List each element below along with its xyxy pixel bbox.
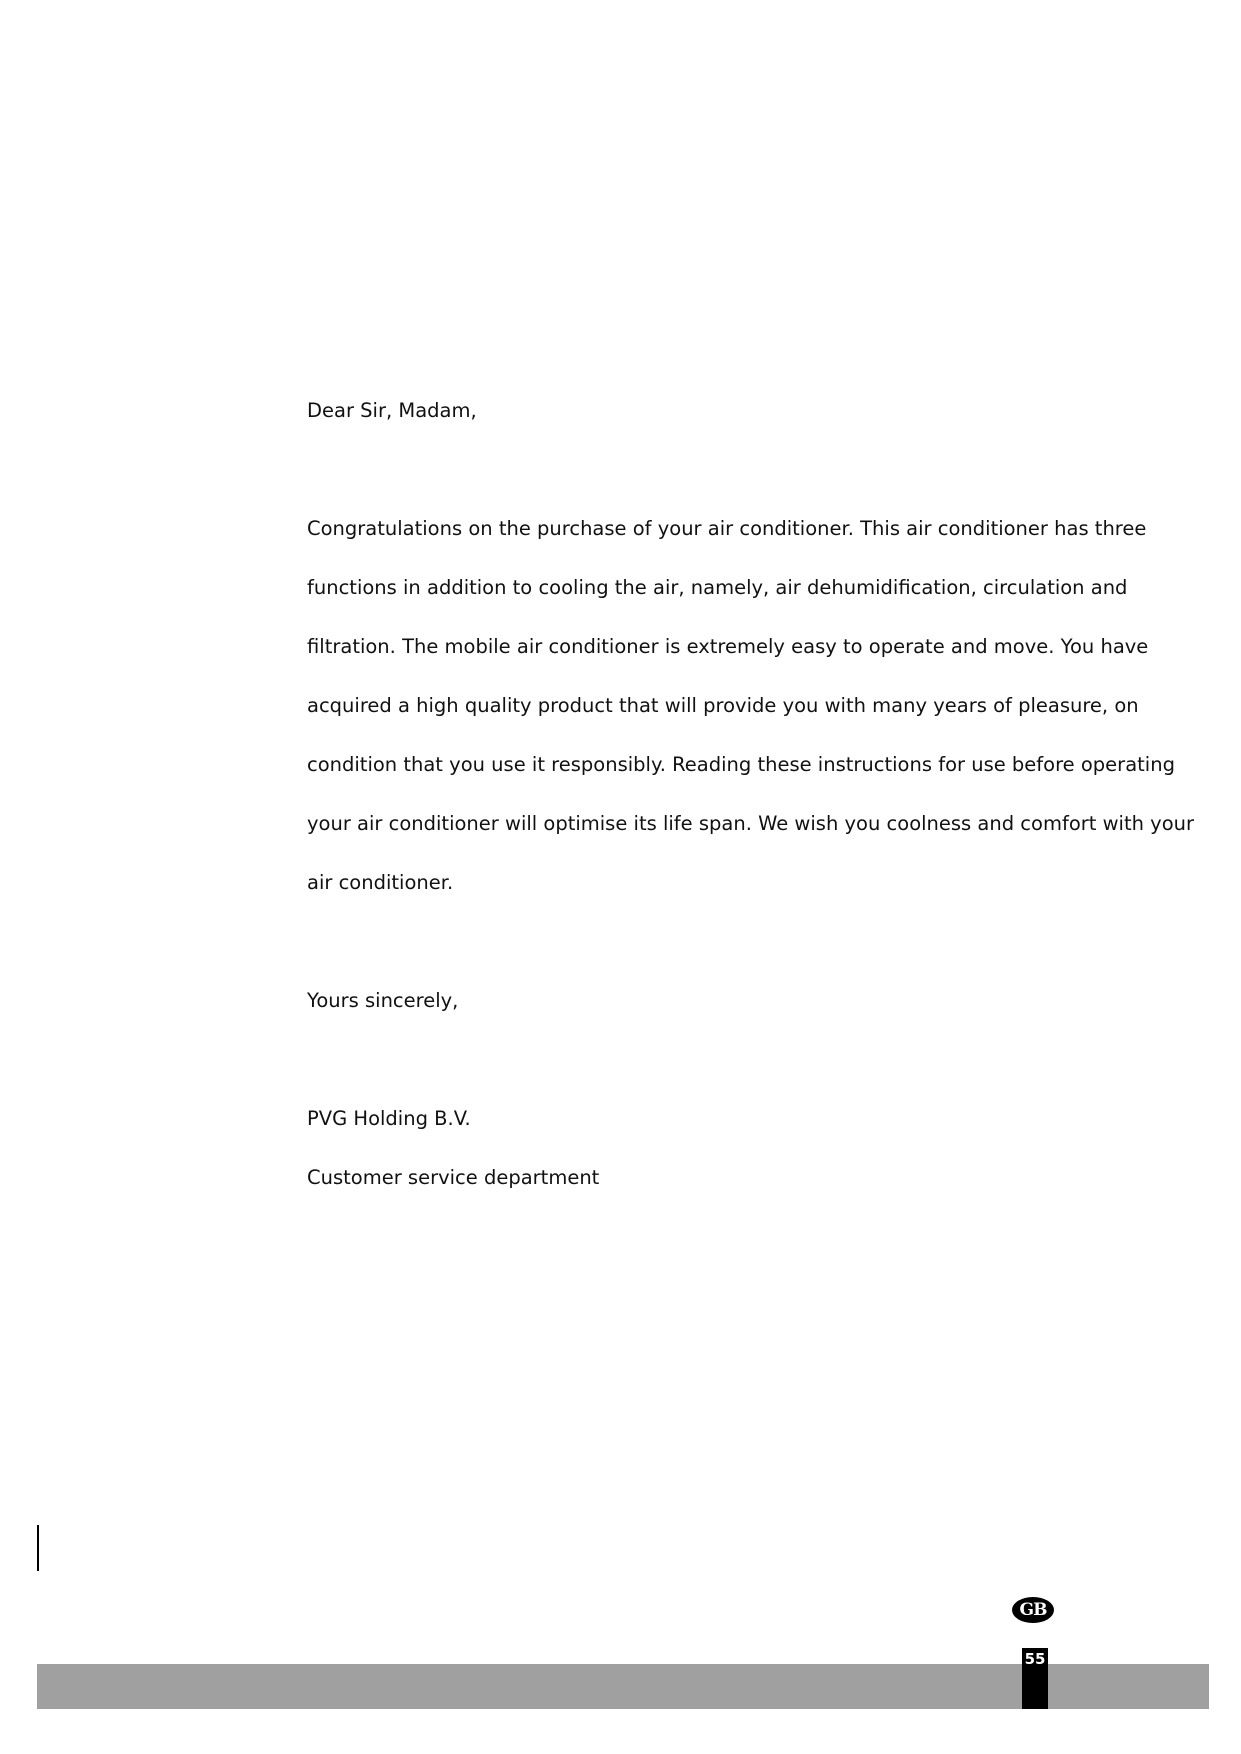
body-line: Congratulations on the purchase of your air conditioner. This air conditioner has three <box>307 517 1147 540</box>
department-name: Customer service department <box>307 1166 600 1189</box>
language-badge: GB <box>1012 1597 1054 1623</box>
margin-mark <box>37 1525 39 1571</box>
company-name: PVG Holding B.V. <box>307 1107 471 1130</box>
body-line: your air conditioner will optimise its life span. We wish you coolness and comfort with your <box>307 812 1195 835</box>
page-number-tab <box>1022 1648 1048 1709</box>
body-line: functions in addition to cooling the air, namely, air dehumidification, circulation and <box>307 576 1128 599</box>
body-line: air conditioner. <box>307 871 454 894</box>
closing: Yours sincerely, <box>307 989 459 1012</box>
body-line: condition that you use it responsibly. Reading these instructions for use before operating <box>307 753 1175 776</box>
body-line: filtration. The mobile air conditioner is extremely easy to operate and move. You have <box>307 635 1149 658</box>
salutation: Dear Sir, Madam, <box>307 399 477 422</box>
page-number: 55 <box>1024 1650 1046 1668</box>
body-line: acquired a high quality product that will provide you with many years of pleasure, on <box>307 694 1139 717</box>
